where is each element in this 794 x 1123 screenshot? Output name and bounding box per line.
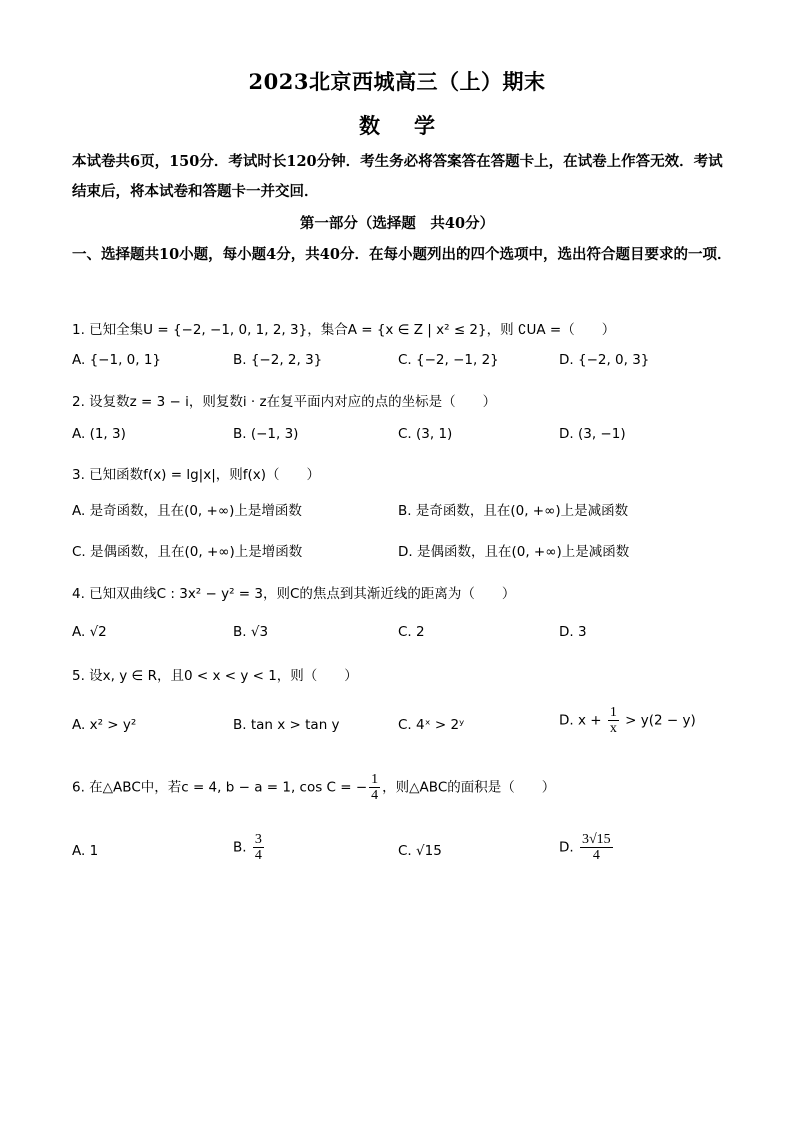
question-6-option-d-fraction	[580, 832, 613, 863]
question-3-option-d: D. 是偶函数，且在(0, +∞)上是减函数	[398, 544, 630, 560]
fraction-numerator: 1	[371, 772, 379, 787]
question-5-option-a: A. x² > y²	[72, 717, 137, 733]
question-5-stem: 5. 设x, y ∈ R，且0 < x < y < 1，则（ ）	[72, 668, 358, 684]
question-5-option-d-fraction	[608, 705, 619, 736]
question-5-option-d-suffix: > y(2 − y)	[620, 712, 696, 729]
exam-title: 2023北京西城高三（上）期末	[248, 69, 546, 94]
question-3-option-b: B. 是奇函数，且在(0, +∞)上是减函数	[398, 503, 629, 519]
question-3-stem: 3. 已知函数f(x) = lg|x|，则f(x)（ ）	[72, 467, 321, 483]
question-4-option-a: A. √2	[72, 624, 107, 640]
question-4-option-b: B. √3	[233, 624, 269, 640]
question-6-stem-fraction	[369, 772, 380, 803]
question-4-option-c: C. 2	[398, 624, 425, 640]
question-2-option-a: A. (1, 3)	[72, 426, 126, 442]
question-5-option-d-prefix: D. x +	[559, 712, 606, 729]
question-5-option-d	[559, 705, 696, 736]
question-5-option-b: B. tan x > tan y	[233, 717, 340, 733]
question-1-option-d: D. {−2, 0, 3}	[559, 352, 650, 368]
exam-notice: 本试卷共6页，150分．考试时长120分钟．考生务必将答案答在答题卡上，在试卷上作答无效．考试结束后，将本试卷和答题卡一并交回．	[72, 153, 723, 200]
question-3-option-a: A. 是奇函数，且在(0, +∞)上是增函数	[72, 503, 302, 519]
question-4-option-d: D. 3	[559, 624, 587, 640]
question-4-stem: 4. 已知双曲线C : 3x² − y² = 3，则C的焦点到其渐近线的距离为（ ）	[72, 586, 516, 602]
question-6-stem	[72, 772, 555, 803]
question-2-stem: 2. 设复数z = 3 − i，则复数i · z在复平面内对应的点的坐标是（ ）	[72, 394, 497, 410]
part-title: 第一部分（选择题 共40分）	[299, 215, 495, 232]
exam-subject: 数学	[359, 113, 469, 138]
question-6-option-b-fraction	[253, 832, 264, 863]
question-1-option-c: C. {−2, −1, 2}	[398, 352, 499, 368]
fraction-numerator: 3√15	[581, 832, 611, 847]
question-6-option-d	[559, 832, 615, 863]
question-1-stem: 1. 已知全集U = {−2, −1, 0, 1, 2, 3}，集合A = {x ∈ Z | x² ≤ 2}，则 ∁UA =（ ）	[72, 322, 616, 338]
question-2-option-d: D. (3, −1)	[559, 426, 626, 442]
question-6-stem-suffix: ，则△ABC的面积是（ ）	[382, 779, 556, 796]
question-6-option-c: C. √15	[398, 843, 442, 859]
question-2-option-c: C. (3, 1)	[398, 426, 453, 442]
question-6-option-d-prefix: D.	[559, 839, 578, 856]
question-6-option-b-prefix: B.	[233, 839, 251, 856]
fraction-denominator: 4	[254, 848, 262, 863]
question-6-stem-prefix: 6. 在△ABC中，若c = 4, b − a = 1, cos C = −	[72, 779, 368, 796]
fraction-denominator: 4	[592, 848, 600, 863]
question-3-option-c: C. 是偶函数，且在(0, +∞)上是增函数	[72, 544, 303, 560]
question-6-option-a: A. 1	[72, 843, 99, 859]
section-heading: 一、选择题共10小题，每小题4分，共40分．在每小题列出的四个选项中，选出符合题目要求的一项．	[72, 246, 732, 263]
fraction-numerator: 3	[254, 832, 262, 847]
question-2-option-b: B. (−1, 3)	[233, 426, 299, 442]
question-5-option-c: C. 4ˣ > 2ʸ	[398, 717, 465, 733]
fraction-denominator: 4	[371, 788, 379, 803]
fraction-denominator: x	[609, 721, 617, 736]
question-1-option-a: A. {−1, 0, 1}	[72, 352, 162, 368]
question-1-option-b: B. {−2, 2, 3}	[233, 352, 323, 368]
fraction-numerator: 1	[609, 705, 617, 720]
question-6-option-b	[233, 832, 266, 863]
